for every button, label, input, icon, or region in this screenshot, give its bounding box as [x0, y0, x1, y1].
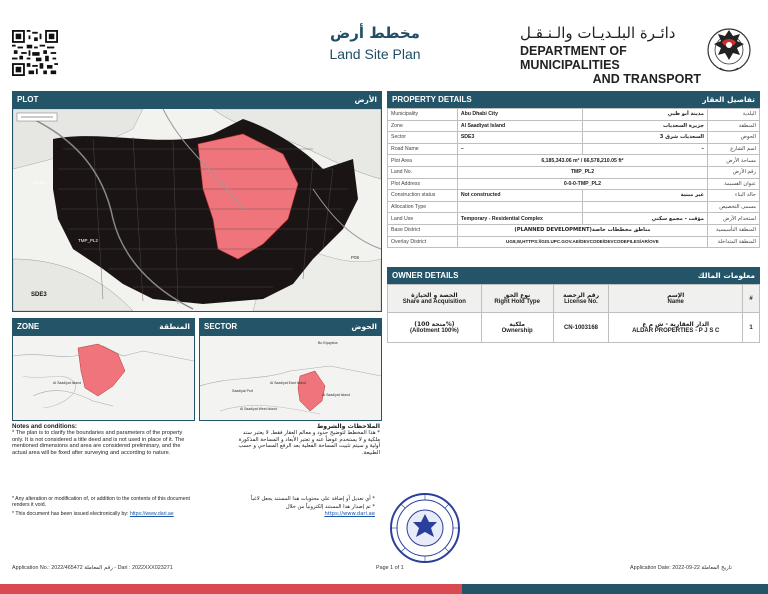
property-details-table: [387, 108, 760, 248]
license-header: [553, 285, 609, 313]
land-no-label: Land No.: [388, 166, 458, 178]
share-header-arabic: الحصة و الحيازة: [411, 292, 458, 299]
construction-status-value-arabic: غير مبنية: [582, 190, 707, 202]
sector-value-arabic: السعديات شرق 3: [582, 132, 707, 144]
number-header: #: [743, 285, 760, 313]
application-date-label-arabic: تاريخ المعاملة: [701, 565, 732, 571]
notes-text: * The plan is to clarify the boundaries and parameters of the property only. It is not considered a title deed and is not used in place of it. The mentioned dimensions and area are considered preliminary, and the actual area will be fixed after surveying and according to nature.: [12, 430, 185, 456]
construction-status-value: Not constructed: [457, 190, 582, 202]
table-row: [388, 120, 760, 132]
share-header-english: Share and Acquisition: [402, 299, 466, 305]
notes-arabic: [238, 424, 380, 456]
zone-title: ZONE: [17, 322, 40, 331]
department-name-english-line2: AND TRANSPORT: [592, 72, 701, 86]
department-name-english-line1: DEPARTMENT OF MUNICIPALITIES: [520, 44, 627, 72]
base-district-value: (PLANNED DEVELOPMENT)مناطق مخططات خاصة: [457, 224, 707, 236]
application-date: [630, 565, 732, 571]
zone-label-arabic: المنطقة: [708, 120, 760, 132]
plot-address-label-arabic: عنوان القسيمة: [708, 178, 760, 190]
table-row: [388, 166, 760, 178]
share-header: [388, 285, 482, 313]
sector-map-west-label: Al Saadiyat West Island: [240, 407, 277, 411]
name-cell: [609, 313, 743, 343]
table-row: [388, 201, 760, 213]
sector-map-drawing: [200, 336, 381, 420]
notes-title-arabic: الملاحظات والشروط: [316, 423, 380, 430]
hold-type-value-english: Ownership: [501, 328, 533, 334]
table-row: [388, 224, 760, 236]
construction-status-label: Construction status: [388, 190, 458, 202]
license-header-arabic: رقم الرخصة: [562, 292, 600, 299]
hold-type-header: [481, 285, 553, 313]
zone-value-arabic: جزيرة السعديات: [582, 120, 707, 132]
name-header: [609, 285, 743, 313]
zone-title-arabic: المنطقة: [159, 322, 190, 331]
sector-panel-header: [199, 318, 382, 335]
zone-value: Al Saadiyat Island: [457, 120, 582, 132]
plot-address-label: Plot Address: [388, 178, 458, 190]
property-details-header: [387, 91, 760, 108]
hold-type-header-english: Right Hold Type: [494, 299, 540, 305]
falcon-emblem-icon: [706, 24, 752, 76]
zone-panel-header: [12, 318, 195, 335]
municipality-value-arabic: مدينة أبو ظبي: [582, 109, 707, 121]
municipality-label-arabic: البلدية: [708, 109, 760, 121]
plot-area-value: 6,185,343.06 m² / 66,578,210.05 ft²: [457, 155, 707, 167]
table-row: [388, 313, 760, 343]
plot-map-sector-label: SDE3: [31, 292, 47, 298]
sector-label-arabic: الحوض: [708, 132, 760, 144]
sector-map: [199, 335, 382, 421]
construction-status-label-arabic: حالة البناء: [708, 190, 760, 202]
table-row: [388, 132, 760, 144]
land-no-label-arabic: رقم الأرض: [708, 166, 760, 178]
land-no-value: TMP_PL2: [457, 166, 707, 178]
overlay-district-label-arabic: المنطقة المتداخلة: [708, 236, 760, 248]
road-name-label: Road Name: [388, 143, 458, 155]
table-row: [388, 236, 760, 248]
table-row: [388, 155, 760, 167]
application-number-label: Application No.:: [12, 565, 50, 571]
sector-map-port-label: Saadiyat Port: [232, 389, 254, 393]
plot-area-label: Plot Area: [388, 155, 458, 167]
disclaimer-line-2: * This document has been issued electronically by:: [12, 510, 129, 517]
page-number: Page 1 of 1: [376, 565, 404, 571]
plot-area-label-arabic: مساحة الأرض: [708, 155, 760, 167]
municipality-value: Abu Dhabi City: [457, 109, 582, 121]
plot-map: [12, 108, 382, 312]
plot-map-parcel-label: P1-01: [33, 180, 46, 185]
allocation-type-value-arabic: [582, 201, 707, 213]
land-use-label-arabic: استخدام الأرض: [708, 213, 760, 225]
disclaimer-english: [12, 496, 202, 517]
dari-link-arabic[interactable]: https://www.dari.ae: [324, 510, 375, 517]
name-header-english: Name: [667, 299, 684, 305]
footer-bar-red: [0, 584, 462, 594]
plot-panel-header: [12, 91, 382, 108]
road-name-value: –: [457, 143, 582, 155]
table-row: [388, 178, 760, 190]
owner-details-header: [387, 267, 760, 284]
owner-details-title: OWNER DETAILS: [392, 271, 459, 280]
hold-type-header-arabic: نوع الحق: [504, 292, 531, 299]
disclaimer-arabic: [250, 496, 375, 517]
overlay-district-value: UG8,W,HTTPS://GIS.UPC.GOV.AE/DEVCODE/DEVCODEFILES/AR/OVE: [457, 236, 707, 248]
disclaimer-line-1: * Any alteration or modification of, or addition to the contents of this document renders it void.: [12, 496, 190, 509]
zone-map-label: Al Saadiyat Island: [53, 381, 82, 385]
disclaimer-line-1-arabic: * أي تعديل أو إضافة على محتويات هذا المستند يجعل لاغياً: [250, 496, 375, 502]
department-name: [520, 24, 705, 86]
owner-table-header-row: [388, 285, 760, 313]
number-cell: 1: [743, 313, 760, 343]
notes-title: Notes and conditions:: [12, 423, 77, 430]
title-english: Land Site Plan: [329, 46, 421, 62]
application-number-value: 2022/465472: [51, 565, 83, 571]
land-use-label: Land Use: [388, 213, 458, 225]
base-district-label-arabic: المنطقة التأسيسية: [708, 224, 760, 236]
plot-title: PLOT: [17, 95, 39, 104]
sector-map-east-label: Al Saadiyat East Island: [270, 381, 306, 385]
name-header-arabic: الإسم: [667, 292, 685, 299]
application-number: Application No.: 2022/465472 رقم المعاملة - Dari : 2022XXX023271: [12, 565, 173, 571]
sector-title: SECTOR: [204, 322, 238, 331]
disclaimer-line-2-arabic: * تم إصدار هذا المستند إلكترونياً من خلال: [285, 504, 375, 511]
zone-map: [12, 335, 195, 421]
land-use-value-arabic: مؤقت - مجمع سكني: [582, 213, 707, 225]
base-district-label: Base District: [388, 224, 458, 236]
owner-name-arabic: الدار العقارية - ش م ع: [642, 321, 710, 328]
plot-map-plot-code: TMP_PL2: [78, 238, 99, 243]
allocation-type-value: [457, 201, 582, 213]
notes-english: [12, 424, 192, 456]
sector-title-arabic: الحوض: [351, 322, 377, 331]
application-date-label: Application Date:: [630, 565, 671, 571]
dari-link[interactable]: https://www.dari.ae: [129, 510, 174, 517]
table-row: [388, 143, 760, 155]
overlay-district-label: Overlay District: [388, 236, 458, 248]
municipality-label: Municipality: [388, 109, 458, 121]
dari-label: Dari :: [117, 565, 131, 571]
property-details-title-arabic: تفاصيل العقار: [702, 95, 755, 104]
footer-bar-teal: [462, 584, 768, 594]
license-header-english: License No.: [564, 299, 598, 305]
application-number-label-arabic: رقم المعاملة: [84, 565, 113, 571]
road-name-label-arabic: اسم الشارع: [708, 143, 760, 155]
dari-value: 2022XXX023271: [131, 565, 173, 571]
hold-type-value-arabic: ملكية: [509, 321, 526, 328]
north-arrow-icon: [17, 113, 57, 121]
sector-map-top-label: Bu Kiyaysha: [318, 341, 338, 345]
qr-code: [12, 30, 58, 76]
plot-map-right-label: P08: [351, 255, 360, 260]
allocation-type-label-arabic: مسمى التخصيص: [708, 201, 760, 213]
hold-type-cell: [481, 313, 553, 343]
zone-label: Zone: [388, 120, 458, 132]
document-title: [310, 24, 440, 62]
application-date-value: 2022-09-22: [672, 565, 700, 571]
owner-details-table: [387, 284, 760, 343]
license-cell: CN-1003168: [553, 313, 609, 343]
share-value-english: (Allotment 100%): [410, 328, 459, 334]
table-row: [388, 190, 760, 202]
title-arabic: مخطط أرض: [330, 24, 420, 42]
zone-map-drawing: [13, 336, 194, 420]
owner-details-title-arabic: معلومات المالك: [697, 271, 755, 280]
owner-name-english: ALDAR PROPERTIES - P J S C: [632, 328, 720, 334]
sector-value: SDE3: [457, 132, 582, 144]
land-use-value: Temporary - Residential Complex: [457, 213, 582, 225]
table-row: [388, 109, 760, 121]
plot-map-sector-arabic-label: السعديات شرق 3: [223, 295, 264, 301]
road-name-value-arabic: –: [582, 143, 707, 155]
share-value-arabic: (منحة 100%): [414, 321, 455, 328]
plot-map-drawing: [13, 109, 381, 311]
share-cell: [388, 313, 482, 343]
allocation-type-label: Allocation Type: [388, 201, 458, 213]
plot-title-arabic: الأرض: [354, 95, 377, 104]
sector-map-island-label: Al Saadiyat Island: [322, 393, 351, 397]
department-name-arabic: دائـرة البلـديـات والـنـقـل: [520, 24, 676, 42]
sector-label: Sector: [388, 132, 458, 144]
table-row: [388, 213, 760, 225]
notes-text-arabic: * هذا المخطط لتوضيح حدود و معالم العقار فقط, لا يعتبر سند ملكية و لا يستخدم عوضاً عنه و تعتبر الأبعاد و المساحة المذكورة أولية و سيتم تثبيت المساحة الفعلية بعد الرفع المساحي و حسب الطبيعة.: [238, 430, 380, 456]
plot-address-value: 0-0-0-TMP_PL2: [457, 178, 707, 190]
property-details-title: PROPERTY DETAILS: [392, 95, 472, 104]
official-seal-icon: [389, 492, 461, 564]
